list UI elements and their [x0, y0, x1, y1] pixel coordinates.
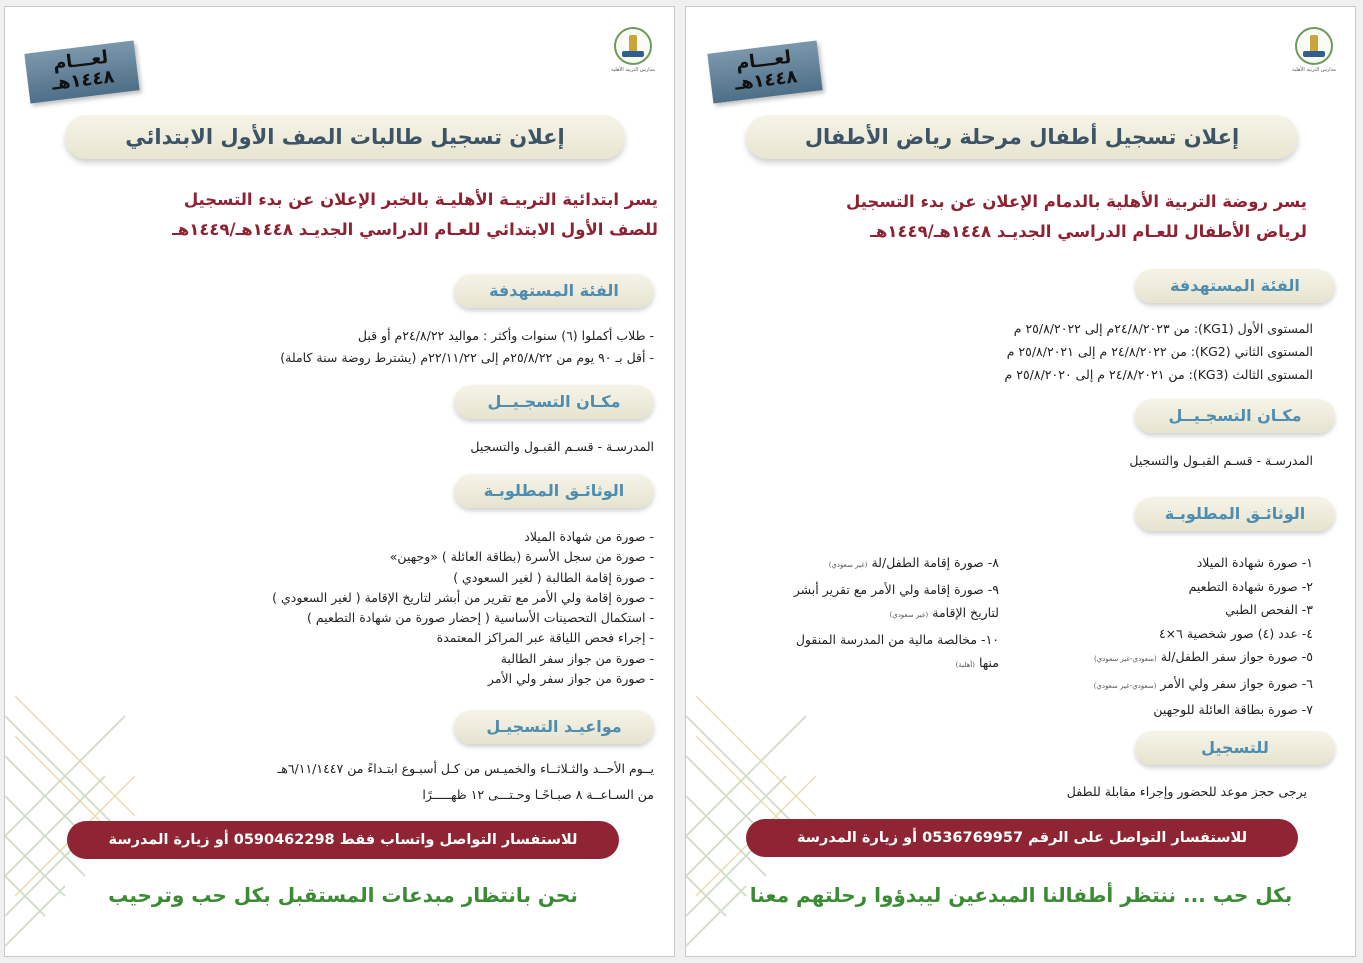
year-label: لعـــام	[51, 46, 110, 75]
section-register-heading: للتسجيل	[1135, 731, 1335, 765]
list-item: - صورة إقامة الطالبة ( لغير السعودي )	[453, 569, 654, 585]
list-item: - استكمال التحصينات الأساسية ( إحضار صورة من شهادة التطعيم )	[307, 610, 654, 626]
list-item: - طلاب أكملوا (٦) سنوات وأكثر : مواليد ٢٤/٨/٢٢م أو قبل	[357, 328, 654, 343]
item-text: لتاريخ الإقامة	[932, 605, 999, 620]
intro-line-2: لرياض الأطفال للعـام الدراسي الجديـد ١٤٤٨هـ/١٤٤٩هـ	[870, 222, 1307, 241]
item-text: ٨- صورة إقامة الطفل/لة	[871, 555, 999, 570]
school-logo-icon	[1295, 27, 1333, 65]
list-item	[794, 651, 999, 678]
flyer-primary-girls	[4, 6, 675, 957]
item-text: ٧- صورة بطاقة العائلة للوجهين	[1153, 702, 1313, 717]
docs-list-col1	[1094, 551, 1313, 722]
list-item: - أقل بـ ٩٠ يوم من ٢٥/٨/٢٢م إلى ٢٢/١١/٢٢م (يشترط روضة سنة كاملة)	[280, 350, 654, 365]
list-item	[1094, 575, 1313, 599]
item-note: (سعودي-غير سعودي)	[1093, 681, 1157, 690]
year-value: ١٤٤٨هـ	[50, 66, 116, 95]
item-text: ٦- صورة جواز سفر ولي الأمر	[1160, 675, 1313, 691]
list-item: المستوى الأول (KG1): من ٢٤/٨/٢٠٢٣م إلى ٢٥/٨/٢٠٢٢ م	[1013, 321, 1313, 336]
item-text: منها	[978, 655, 999, 670]
item-text: ١- صورة شهادة الميلاد	[1196, 555, 1313, 570]
contact-bar: للاستفسار التواصل واتساب فقط 0590462298 أو زيارة المدرسة	[67, 821, 619, 859]
page-title: إعلان تسجيل أطفال مرحلة رياض الأطفال	[746, 115, 1298, 159]
item-text: ١٠- مخالصة مالية من المدرسة المنقول	[795, 631, 999, 647]
schedule-line-2: من السـاعــة ٨ صبـاحًـا وحـتـــى ١٢ ظهـــــرًا	[422, 787, 654, 802]
target-list	[1005, 317, 1313, 386]
list-item	[794, 628, 999, 652]
list-item: - صورة من جواز سفر ولي الأمر	[487, 671, 654, 687]
list-item	[794, 578, 999, 602]
year-ribbon	[24, 40, 139, 103]
section-target-heading: الفئة المستهدفة	[1135, 269, 1335, 303]
list-item	[1094, 622, 1313, 646]
target-list	[280, 325, 654, 369]
intro-line-1: يسر ابتدائية التربيـة الأهليـة بالخبر الإعلان عن بدء التسجيل	[183, 190, 658, 209]
place-text: المدرسـة - قسـم القبـول والتسجيل	[1129, 453, 1313, 468]
list-item: المستوى الثاني (KG2): من ٢٤/٨/٢٠٢٢ م إلى ٢٥/٨/٢٠٢١ م	[1006, 344, 1313, 359]
item-text: ٩- صورة إقامة ولي الأمر مع تقرير أبشر	[793, 581, 999, 597]
item-text: ٤- عدد (٤) صور شخصية ٦×٤	[1158, 625, 1313, 641]
page-title: إعلان تسجيل طالبات الصف الأول الابتدائي	[65, 115, 625, 159]
section-target-heading: الفئة المستهدفة	[454, 274, 654, 308]
intro-line-2: للصف الأول الابتدائي للعـام الدراسي الجديـد ١٤٤٨هـ/١٤٤٩هـ	[172, 220, 658, 239]
list-item	[1094, 551, 1313, 575]
section-docs-heading: الوثائـق المطلوبـة	[454, 474, 654, 508]
item-note: (غير سعودي)	[828, 561, 868, 569]
closing-text: نحن بانتظار مبدعات المستقبل بكل حب وترحيب	[108, 883, 578, 907]
section-place-heading: مكـان التسجـيــل	[454, 385, 654, 419]
section-docs-heading: الوثائـق المطلوبـة	[1135, 497, 1335, 531]
item-note: (غير سعودي)	[889, 611, 929, 619]
list-item	[1094, 645, 1313, 672]
list-item: - صورة من سجل الأسرة (بطاقة العائلة ) «وجهين»	[389, 549, 654, 565]
section-place-heading: مكـان التسجـيــل	[1135, 399, 1335, 433]
list-item: - صورة من جواز سفر الطالبة	[500, 650, 654, 666]
list-item: - صورة من شهادة الميلاد	[524, 529, 654, 544]
list-item: - صورة إقامة ولي الأمر مع تقرير من أبشر لتاريخ الإقامة ( لغير السعودي )	[272, 589, 654, 605]
school-logo-text: مدارس التربية الأهلية	[611, 67, 655, 73]
section-schedule-heading: مواعيـد التسجيـل	[454, 710, 654, 744]
contact-bar: للاستفسار التواصل على الرقم 0536769957 أو زيارة المدرسة	[746, 819, 1298, 857]
list-item	[1094, 598, 1313, 622]
place-text: المدرسـة - قسـم القبـول والتسجيل	[470, 439, 654, 454]
school-logo-text: مدارس التربية الأهلية	[1292, 67, 1336, 73]
year-label: لعـــام	[734, 46, 793, 75]
year-value: ١٤٤٨هـ	[733, 66, 799, 95]
list-item	[1094, 698, 1313, 722]
list-item	[1094, 672, 1313, 699]
intro-line-1: يسر روضة التربية الأهلية بالدمام الإعلان عن بدء التسجيل	[845, 192, 1307, 211]
list-item: - إجراء فحص اللياقة عبر المراكز المعتمدة	[436, 630, 654, 646]
docs-list-col2	[794, 551, 999, 678]
item-text: ٥- صورة جواز سفر الطفل/لة	[1160, 649, 1313, 664]
item-note: (أهلية)	[955, 661, 975, 669]
school-logo-icon	[614, 27, 652, 65]
year-ribbon	[707, 40, 822, 103]
schedule-line-1: يــوم الأحــد والثـلاثــاء والخميـس من كـل أسبـوع ابتـداءً من ٦/١١/١٤٤٧هـ	[277, 761, 654, 776]
list-item	[794, 551, 999, 578]
register-text: يرجى حجز موعد للحضور وإجراء مقابلة للطفل	[1066, 784, 1307, 799]
list-item: المستوى الثالث (KG3): من ٢٤/٨/٢٠٢١ م إلى ٢٥/٨/٢٠٢٠ م	[1004, 367, 1313, 382]
docs-list	[272, 527, 654, 689]
item-note: (سعودي-غير سعودي)	[1094, 655, 1157, 663]
item-text: ٢- صورة شهادة التطعيم	[1188, 578, 1313, 594]
flyer-kindergarten	[685, 6, 1356, 957]
closing-text: بكل حب ... ننتظر أطفالنا المبدعين ليبدؤوا رحلتهم معنا	[749, 883, 1293, 907]
list-item	[794, 601, 999, 628]
item-text: ٣- الفحص الطبي	[1225, 602, 1313, 617]
